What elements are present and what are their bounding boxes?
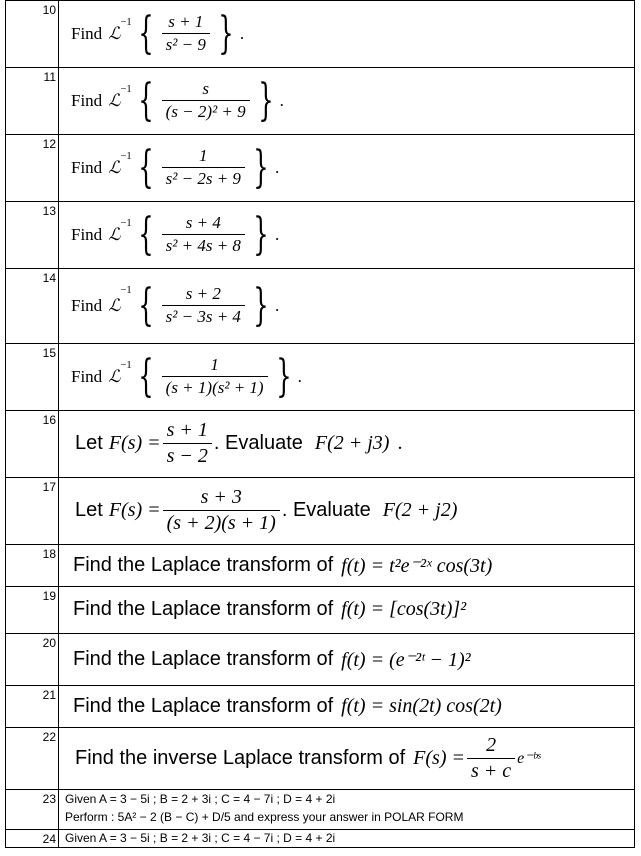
find-label: Find bbox=[71, 224, 103, 244]
laplace-symbol: ℒ bbox=[108, 366, 121, 386]
function-name: F(s) = bbox=[413, 746, 465, 769]
exponential-term: e⁻ᵇˢ bbox=[517, 750, 541, 767]
fraction bbox=[162, 146, 245, 189]
problem-content bbox=[59, 830, 635, 848]
fraction-denominator: (s − 2)² + 9 bbox=[162, 100, 250, 122]
find-label: Find bbox=[71, 90, 103, 110]
function-name: F(s) = bbox=[108, 432, 161, 454]
table-row bbox=[6, 728, 635, 790]
problem-content bbox=[59, 686, 635, 728]
problem-expression bbox=[59, 202, 634, 267]
table-row bbox=[6, 411, 635, 478]
problem-content bbox=[59, 202, 635, 269]
fraction-numerator: 1 bbox=[199, 146, 208, 165]
problem-number: 22 bbox=[6, 728, 59, 790]
table-row bbox=[6, 344, 635, 411]
problem-number: 17 bbox=[6, 478, 59, 545]
table-row bbox=[6, 545, 635, 587]
problem-content bbox=[59, 1, 635, 68]
given-values: Given A = 3 − 5i ; B = 2 + 3i ; C = 4 − 7i ; D = 4 + 2i bbox=[65, 831, 336, 845]
perform-instruction: Perform : 5A² − 2 (B − C) + D/5 and express your answer in POLAR FORM bbox=[65, 810, 464, 824]
instruction-text: Find the Laplace transform of bbox=[73, 694, 334, 717]
period: . bbox=[397, 432, 403, 454]
problem-number: 23 bbox=[6, 790, 59, 830]
let-label: Let bbox=[75, 499, 103, 521]
problem-content bbox=[59, 68, 635, 135]
left-brace: { bbox=[137, 350, 154, 402]
instruction-text: Find the Laplace transform of bbox=[73, 647, 334, 670]
inverse-exponent: −1 bbox=[120, 151, 132, 162]
fraction-numerator: s + 1 bbox=[168, 12, 204, 31]
fraction-numerator: s + 3 bbox=[200, 486, 242, 508]
problem-number: 24 bbox=[6, 830, 59, 848]
instruction-text: Find the Laplace transform of bbox=[73, 553, 334, 576]
evaluate-label: . Evaluate bbox=[213, 432, 303, 454]
table-row bbox=[6, 478, 635, 545]
problem-content bbox=[59, 634, 635, 686]
fraction-denominator: s² + 4s + 8 bbox=[162, 234, 245, 256]
table-row bbox=[6, 587, 635, 634]
table-row bbox=[6, 135, 635, 202]
laplace-symbol: ℒ bbox=[108, 224, 121, 244]
period: . bbox=[274, 295, 280, 315]
right-brace: } bbox=[218, 7, 234, 59]
table-row bbox=[6, 68, 635, 135]
fraction-numerator: s + 1 bbox=[166, 419, 208, 441]
problem-expression bbox=[59, 686, 634, 726]
table-row bbox=[6, 1, 635, 68]
problem-table bbox=[5, 0, 635, 848]
problem-expression bbox=[59, 344, 634, 409]
table-row bbox=[6, 830, 635, 848]
problem-number: 18 bbox=[6, 545, 59, 587]
evaluate-argument: F(2 + j2) bbox=[382, 499, 458, 521]
problem-expression bbox=[59, 545, 634, 585]
laplace-symbol: ℒ bbox=[108, 23, 121, 43]
problem-content bbox=[59, 344, 635, 411]
problem-number: 20 bbox=[6, 634, 59, 686]
evaluate-argument: F(2 + j3) bbox=[314, 432, 390, 454]
problem-expression bbox=[59, 634, 634, 684]
fraction-numerator: s bbox=[202, 79, 209, 98]
problem-content bbox=[59, 545, 635, 587]
period: . bbox=[297, 366, 302, 386]
fraction-denominator: s² − 3s + 4 bbox=[162, 305, 245, 327]
problem-number: 14 bbox=[6, 269, 59, 344]
problem-content bbox=[59, 478, 635, 545]
left-brace: { bbox=[137, 208, 154, 260]
problem-expression bbox=[59, 587, 634, 632]
laplace-symbol: ℒ bbox=[108, 295, 121, 315]
fraction bbox=[467, 734, 515, 783]
fraction-denominator: (s + 1)(s² + 1) bbox=[162, 376, 268, 398]
fraction-denominator: s + c bbox=[467, 758, 515, 783]
find-label: Find bbox=[71, 157, 103, 177]
problem-number: 15 bbox=[6, 344, 59, 411]
problem-number: 12 bbox=[6, 135, 59, 202]
problem-number: 13 bbox=[6, 202, 59, 269]
left-brace: { bbox=[137, 279, 154, 331]
fraction-numerator: s + 2 bbox=[185, 284, 221, 303]
fraction-numerator: s + 4 bbox=[185, 213, 221, 232]
problem-expression bbox=[59, 68, 634, 133]
right-brace: } bbox=[257, 74, 274, 126]
evaluate-label: . Evaluate bbox=[281, 499, 371, 521]
inverse-exponent: −1 bbox=[120, 360, 132, 371]
function-expression: f(t) = sin(2t) cos(2t) bbox=[341, 694, 502, 717]
inverse-exponent: −1 bbox=[120, 84, 132, 95]
function-expression: f(t) = [cos(3t)]² bbox=[341, 598, 467, 620]
fraction bbox=[162, 284, 245, 327]
problem-expression bbox=[59, 728, 634, 788]
problem-content bbox=[59, 135, 635, 202]
fraction-denominator: s − 2 bbox=[163, 443, 212, 468]
left-brace: { bbox=[137, 7, 154, 59]
problem-content bbox=[59, 790, 635, 830]
right-brace: } bbox=[253, 208, 269, 260]
fraction bbox=[162, 213, 245, 256]
fraction bbox=[162, 79, 250, 122]
instruction-text: Find the Laplace transform of bbox=[73, 598, 334, 620]
find-label: Find bbox=[71, 295, 103, 315]
fraction bbox=[162, 12, 210, 55]
instruction-text: Find the inverse Laplace transform of bbox=[75, 746, 406, 769]
table-row bbox=[6, 634, 635, 686]
table-row bbox=[6, 790, 635, 830]
fraction-numerator: 2 bbox=[486, 733, 497, 756]
laplace-symbol: ℒ bbox=[108, 157, 121, 177]
period: . bbox=[239, 23, 245, 43]
period: . bbox=[279, 90, 284, 110]
inverse-exponent: −1 bbox=[120, 17, 132, 28]
find-label: Find bbox=[71, 23, 103, 43]
let-label: Let bbox=[75, 432, 103, 454]
table-row bbox=[6, 269, 635, 344]
fraction bbox=[163, 419, 212, 468]
problem-expression bbox=[59, 135, 634, 200]
fraction-denominator: (s + 2)(s + 1) bbox=[163, 510, 280, 535]
problem-number: 21 bbox=[6, 686, 59, 728]
problem-number: 10 bbox=[6, 1, 59, 68]
problem-content bbox=[59, 728, 635, 790]
right-brace: } bbox=[253, 279, 269, 331]
fraction-denominator: s² − 2s + 9 bbox=[162, 167, 245, 189]
problem-content bbox=[59, 587, 635, 634]
problem-expression bbox=[59, 269, 634, 342]
fraction bbox=[162, 355, 268, 398]
fraction-numerator: 1 bbox=[210, 355, 219, 374]
laplace-symbol: ℒ bbox=[108, 90, 121, 110]
period: . bbox=[274, 157, 280, 177]
function-expression: f(t) = (e⁻²ᵗ − 1)² bbox=[341, 648, 471, 671]
inverse-exponent: −1 bbox=[120, 285, 132, 296]
function-expression: f(t) = t²e⁻²ˣ cos(3t) bbox=[341, 554, 493, 577]
left-brace: { bbox=[137, 141, 154, 193]
right-brace: } bbox=[275, 350, 292, 402]
problem-expression bbox=[59, 411, 634, 476]
problem-content bbox=[59, 269, 635, 344]
fraction bbox=[163, 486, 280, 535]
fraction-denominator: s² − 9 bbox=[162, 33, 210, 55]
right-brace: } bbox=[253, 141, 269, 193]
table-row bbox=[6, 202, 635, 269]
problem-content bbox=[59, 411, 635, 478]
table-row bbox=[6, 686, 635, 728]
problem-number: 16 bbox=[6, 411, 59, 478]
left-brace: { bbox=[137, 74, 154, 126]
given-values: Given A = 3 − 5i ; B = 2 + 3i ; C = 4 − 7i ; D = 4 + 2i bbox=[65, 792, 336, 806]
problem-number: 11 bbox=[6, 68, 59, 135]
period: . bbox=[274, 224, 280, 244]
inverse-exponent: −1 bbox=[120, 218, 132, 229]
problem-number: 19 bbox=[6, 587, 59, 634]
problem-expression bbox=[59, 478, 634, 543]
find-label: Find bbox=[71, 366, 103, 386]
function-name: F(s) = bbox=[108, 499, 161, 521]
problem-expression bbox=[59, 1, 634, 66]
